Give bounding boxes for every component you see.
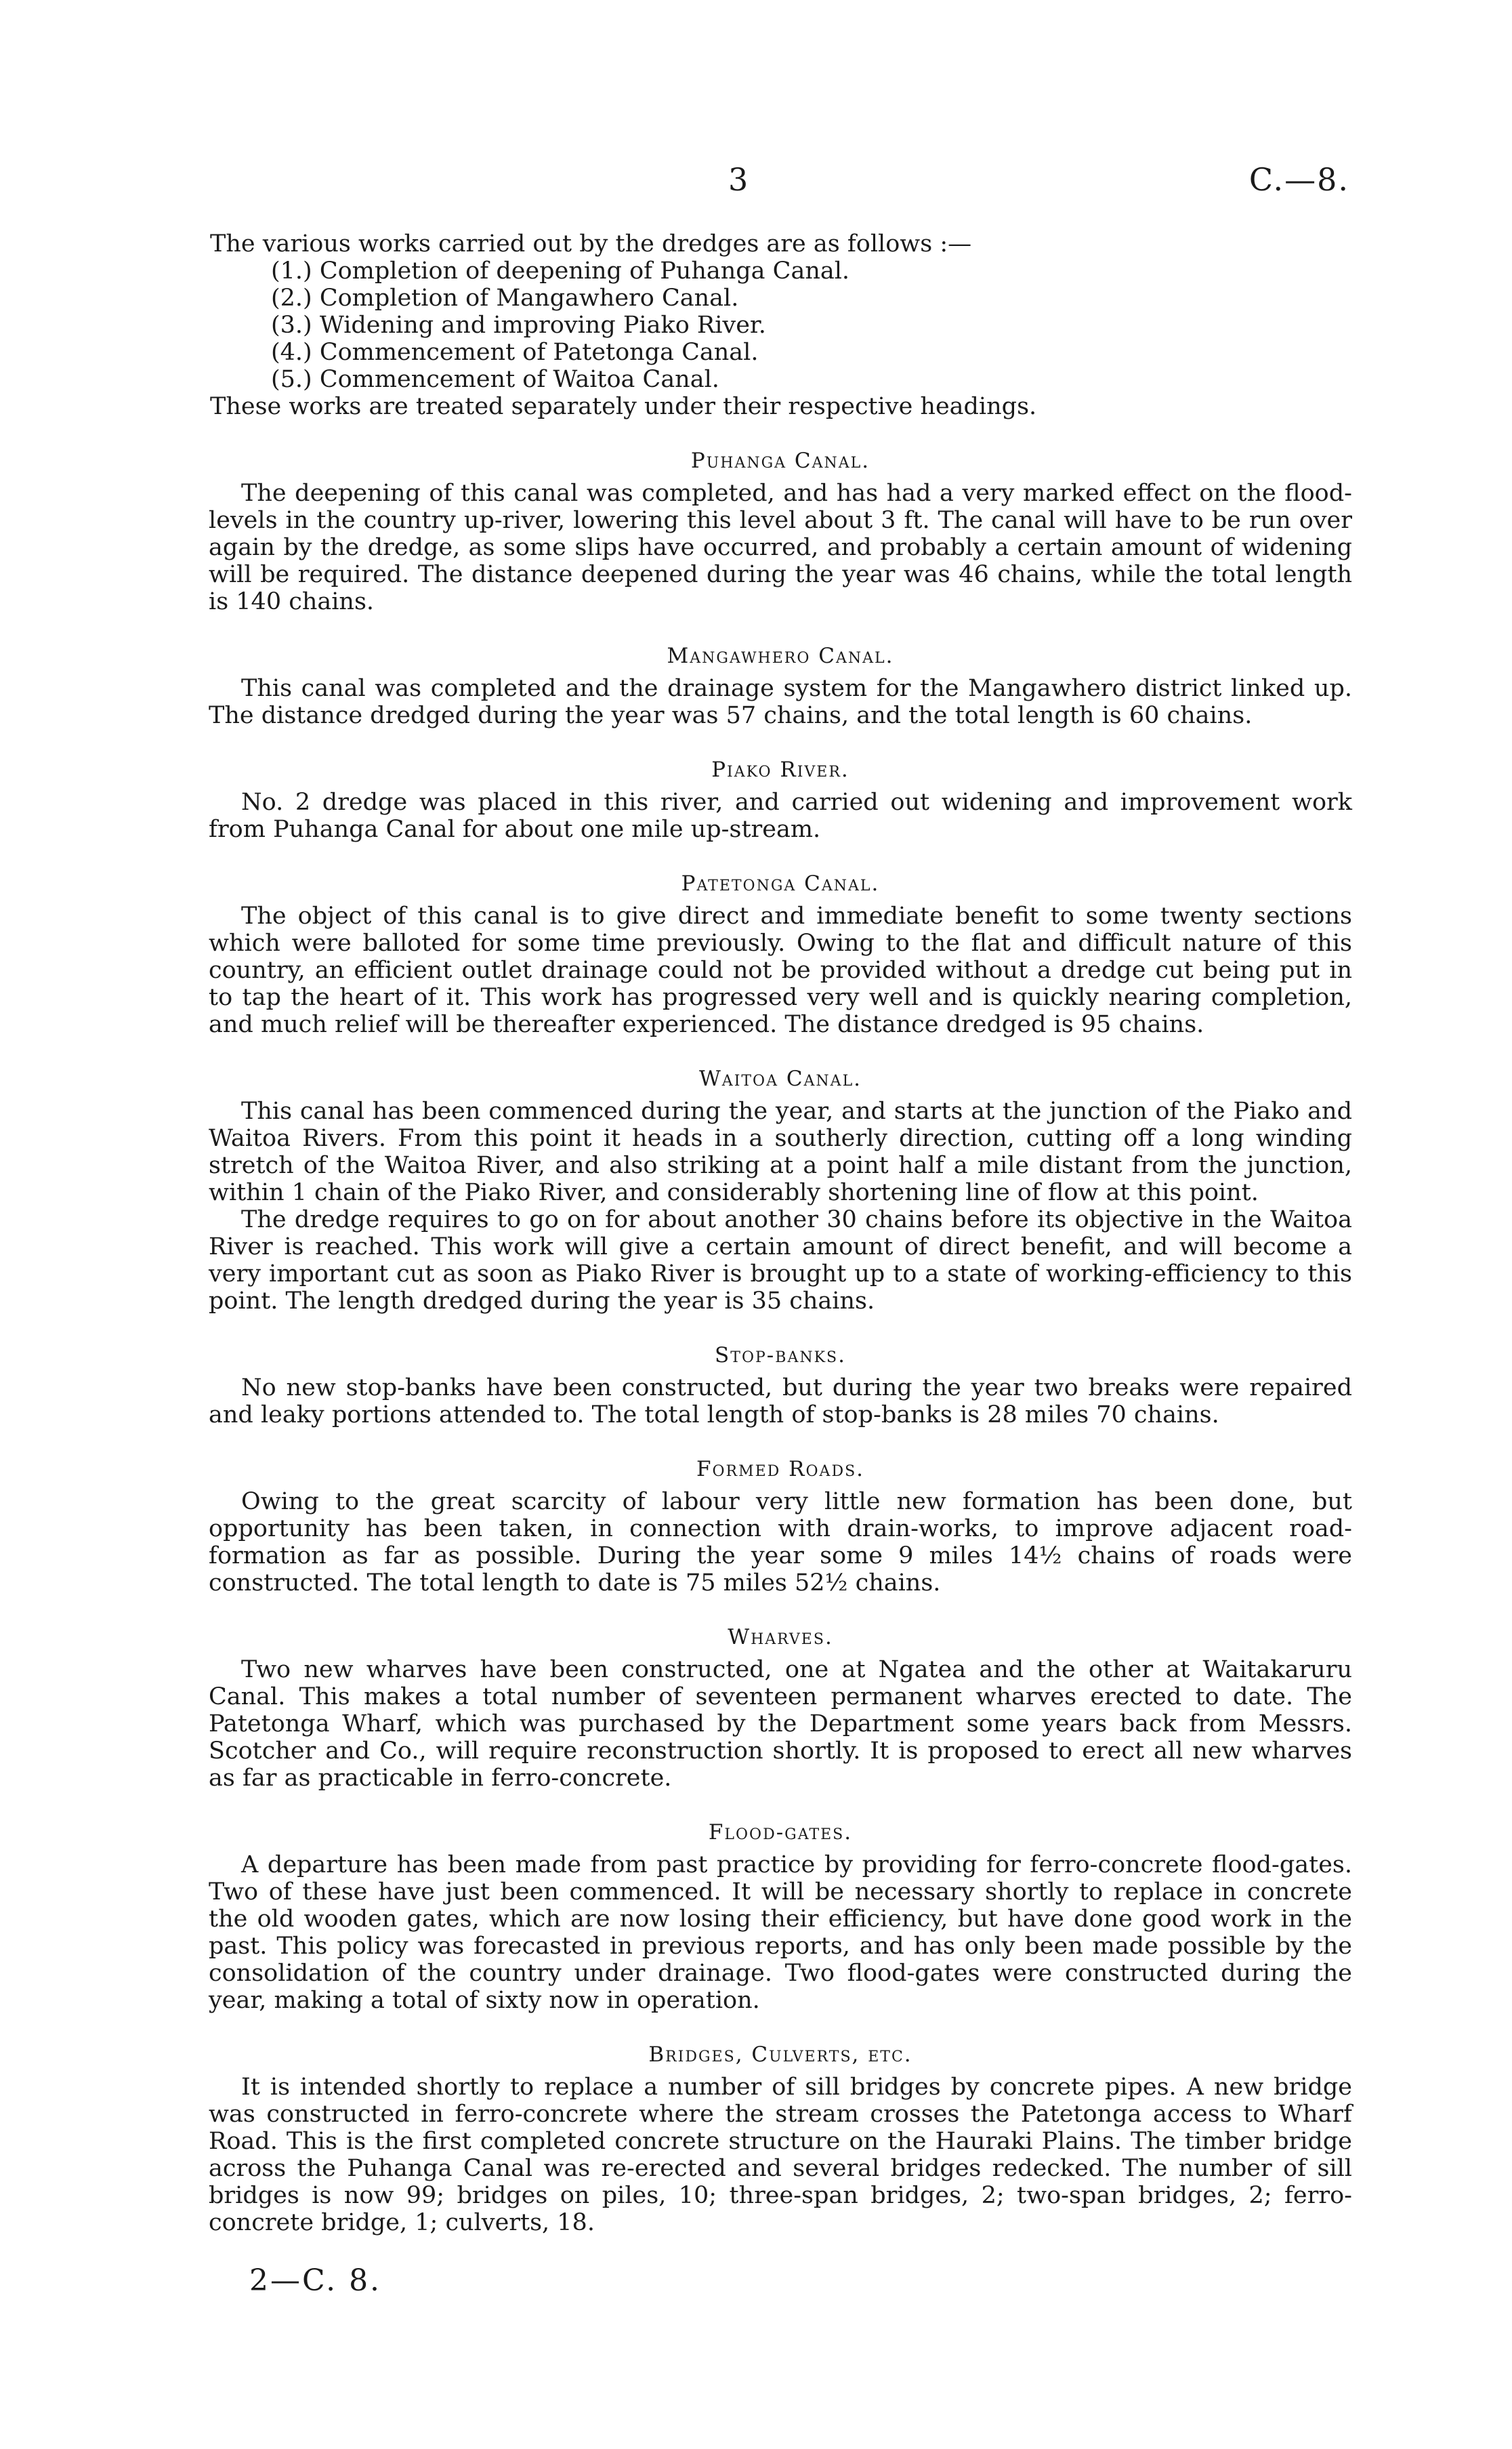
works-list-item: (4.) Commencement of Patetonga Canal. — [271, 339, 759, 366]
footer-signature: 2—C. 8. — [249, 2263, 382, 2298]
intro-trail: These works are treated separately under their respective headings. — [210, 393, 1037, 420]
paragraph: The dredge requires to go on for about another 30 chains before its objective in the Waitoa River is reached. This work will give a certain amount of direct benefit, and will become a very important cut as soon as Piako River is brought up to a state of working-efficiency to this point. The length dredged during the year is 35 chains. — [209, 1206, 1352, 1315]
paragraph: Owing to the great scarcity of labour very little new formation has been done, but opportunity has been taken, in connection with drain-works, to improve adjacent road-formation as far as possible. During the year some 9 miles 14½ chains of roads were constructed. The total length to date is 75 miles 52½ chains. — [209, 1488, 1352, 1597]
works-list-item: (1.) Completion of deepening of Puhanga Canal. — [271, 258, 850, 285]
paragraph: It is intended shortly to replace a number of sill bridges by concrete pipes. A new bridge was constructed in ferro-concrete where the stream crosses the Patetonga access to Wharf Road. This is the first completed concrete structure on the Hauraki Plains. The timber bridge across the Puhanga Canal was re-erected and several bridges redecked. The number of sill bridges is now 99; bridges on piles, 10; three-span bridges, 2; two-span bridges, 2; ferro-concrete bridge, 1; culverts, 18. — [209, 2074, 1352, 2236]
section-patetonga-canal — [209, 870, 1352, 1038]
section-puhanga-canal — [209, 447, 1352, 615]
section-bridges-culverts — [209, 2041, 1352, 2236]
section-wharves — [209, 1624, 1352, 1792]
paragraph: The object of this canal is to give direct and immediate benefit to some twenty sections which were balloted for some time previously. Owing to the flat and difficult nature of this country, an efficient outlet drainage could not be provided without a dredge cut being put in to tap the heart of it. This work has progressed very well and is quickly nearing completion, and much relief will be thereafter experienced. The distance dredged is 95 chains. — [209, 903, 1352, 1038]
section-heading: Bridges, Culverts, etc. — [648, 2042, 912, 2067]
works-list-item: (3.) Widening and improving Piako River. — [271, 312, 766, 339]
document-body — [209, 230, 1352, 2236]
intro-block — [209, 230, 1352, 420]
section-heading: Patetonga Canal. — [681, 871, 880, 896]
section-piako-river — [209, 756, 1352, 843]
paragraph: Two new wharves have been constructed, one at Ngatea and the other at Waitakaruru Canal. This makes a total number of seventeen permanent wharves erected to date. The Patetonga Wharf, which was purchased by the Department some years back from Messrs. Scotcher and Co., will require reconstruction shortly. It is proposed to erect all new wharves as far as practicable in ferro-concrete. — [209, 1656, 1352, 1792]
paragraph: This canal has been commenced during the year, and starts at the junction of the Piako and Waitoa Rivers. From this point it heads in a southerly direction, cutting off a long winding stretch of the Waitoa River, and also striking at a point half a mile distant from the junction, within 1 chain of the Piako River, and considerably shortening line of flow at this point. — [209, 1098, 1352, 1206]
section-flood-gates — [209, 1819, 1352, 2014]
works-list — [209, 258, 1352, 393]
section-formed-roads — [209, 1456, 1352, 1597]
works-list-item: (5.) Commencement of Waitoa Canal. — [271, 366, 719, 393]
section-heading: Formed Roads. — [696, 1457, 865, 1481]
works-list-item: (2.) Completion of Mangawhero Canal. — [271, 285, 739, 312]
paragraph: No new stop-banks have been constructed, but during the year two breaks were repaired and leaky portions attended to. The total length of stop-banks is 28 miles 70 chains. — [209, 1374, 1352, 1428]
intro-lead: The various works carried out by the dredges are as follows :— — [210, 230, 972, 258]
section-heading: Wharves. — [728, 1625, 833, 1649]
section-heading: Puhanga Canal. — [690, 449, 870, 473]
section-heading: Mangawhero Canal. — [667, 644, 894, 668]
paragraph: A departure has been made from past practice by providing for ferro-concrete flood-gates. Two of these have just been commenced. It will be necessary shortly to replace in concrete the old wooden gates, which are now losing their efficiency, but have done good work in the past. This policy was forecasted in previous reports, and has only been made possible by the consolidation of the country under drainage. Two flood-gates were constructed during the year, making a total of sixty now in operation. — [209, 1851, 1352, 2014]
section-stop-banks — [209, 1342, 1352, 1428]
paragraph: This canal was completed and the drainage system for the Mangawhero district linked up. The distance dredged during the year was 57 chains, and the total length is 60 chains. — [209, 675, 1352, 729]
section-waitoa-canal — [209, 1065, 1352, 1315]
section-mangawhero-canal — [209, 642, 1352, 729]
document-code: C.—8. — [1248, 161, 1349, 198]
section-heading: Flood-gates. — [708, 1820, 853, 1845]
section-heading: Stop-banks. — [715, 1343, 846, 1367]
paragraph: The deepening of this canal was completed, and has had a very marked effect on the flood-levels in the country up-river, lowering this level about 3 ft. The canal will have to be run over again by the dredge, as some slips have occurred, and probably a certain amount of widening will be required. The distance deepened during the year was 46 chains, while the total length is 140 chains. — [209, 480, 1352, 615]
paragraph: No. 2 dredge was placed in this river, and carried out widening and improvement work from Puhanga Canal for about one mile up-stream. — [209, 789, 1352, 843]
section-heading: Piako River. — [711, 758, 849, 782]
section-heading: Waitoa Canal. — [698, 1067, 862, 1091]
page-number: 3 — [728, 161, 749, 198]
